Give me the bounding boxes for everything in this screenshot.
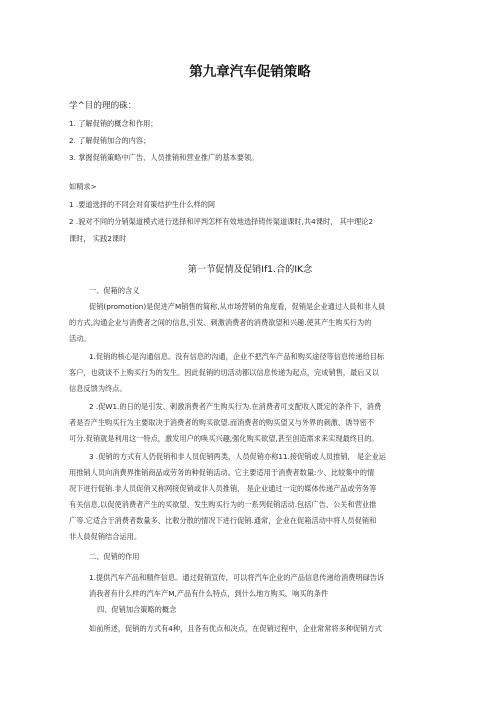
paragraph-line: 信息反馈为终点。 [69, 384, 127, 393]
paragraph-line: 的方式,沟通企业与消费者之间的信息,引发、刺激消费者的消费欲望和兴趣.使其产生购买行为的 [69, 318, 372, 327]
objective-item: 2. 了解促销加合的内容； [69, 136, 151, 145]
paragraph-line: 可分.促销就是利用这一特点，激发用户的唤买兴趣,强化购买欲望,甚至创造需求来实现最终目的。 [69, 434, 379, 443]
paragraph-line: 促销(promotion)是促进产M销售的简称,从市场营销的角度看，促销是企业通过人員和非人員 [89, 302, 386, 311]
paragraph-line: 消我者有什么样的汽车产M,产品有什么特点，到什么地方购买，响买的条件 [89, 589, 329, 598]
paragraph-line: 活动。 [69, 334, 91, 343]
chapter-title: 第九章汽车促销策略 [189, 64, 311, 80]
objectives-heading: 学^目的理的硃： [69, 101, 137, 111]
paragraph-line: 广等.它适合于消费者数量多、比敕分散的情况下进行促销.通常，企业在促箱活动中将人员促销和 [69, 516, 377, 525]
objective-item: 1. 了解促销的概念和作用； [69, 119, 158, 128]
requirement-item: 1 .要道选择的不同会对育策结护生什么样的阿 [69, 200, 216, 209]
requirements-heading: 如精求> [69, 182, 97, 191]
subsection-heading: 一、促箱的含义 [89, 286, 140, 295]
requirement-item: 课时， 实践2课时 [69, 234, 127, 243]
paragraph-line: 者是否产生购买行为主要取决于消费者的购买欲望.而消费者的购买望又与外界的刺激、诱导密不 [69, 418, 375, 427]
paragraph-line: 况下进行促销.非人员促俏又称网接促销或非人员推销， 是企业通过一定的媒体传递产品或劳务等 [69, 484, 377, 493]
paragraph-line: 2 .促W1.的日的是引发、刺激消费者产生购买行为.在消费者可支配收入既定的条件下，消费 [89, 402, 382, 411]
paragraph-line: 如前所述，促销的方式有4种，且各有优点和决点，在促销过程中，企业常常将多种促销方式 [89, 624, 382, 633]
paragraph-line: 客户，也就谈不上购买行为的发生。因此促销的切活动都以信息传递为起点，完成销售，最后又以 [69, 368, 379, 377]
requirement-item: 2 .貌对不同的分销渠道模式进行选择和评判怎样有效地选择铸传渠道课时,共4课时， 其中理论2 [69, 217, 374, 226]
paragraph-line: 非人員促销结合运用。 [69, 532, 142, 541]
paragraph-line: 3 .促销的方式有人仍促销和非人员促销两类，人员促销亦称11.接促销或人员推销， 是企业运 [89, 452, 386, 461]
paragraph-line: 1.提供汽车产品和精件信息。通过促销宣传，可以将汽车企业的产品信息传递给消费明碌告诉 [89, 573, 385, 582]
paragraph-line: 用推销人员向消费界推销商品或劳务的种促销活动。它主要适用于消费者数量:少、比较集中的情 [69, 468, 375, 477]
section-title: 第一节促情及促销If1.合的IK念 [187, 264, 313, 275]
paragraph-line: 有关信息,以促使消费者产生的买欲望、发生购买行为的一系列促销活动.包括广告、公关和营业推 [69, 500, 377, 509]
objective-item: 3. 掌握促销策略中广告、人员推销和营业推广的基本要领。 [69, 153, 259, 162]
subsection-heading: 四、促销加合策略的概念 [97, 605, 177, 614]
paragraph-line: 1.促销的核心是沟通信息。没有信息的沟通，企业不把汽车产品和购买途径等信息传递给目标 [89, 352, 385, 361]
subsection-heading: 二、促销的作用 [89, 552, 140, 561]
